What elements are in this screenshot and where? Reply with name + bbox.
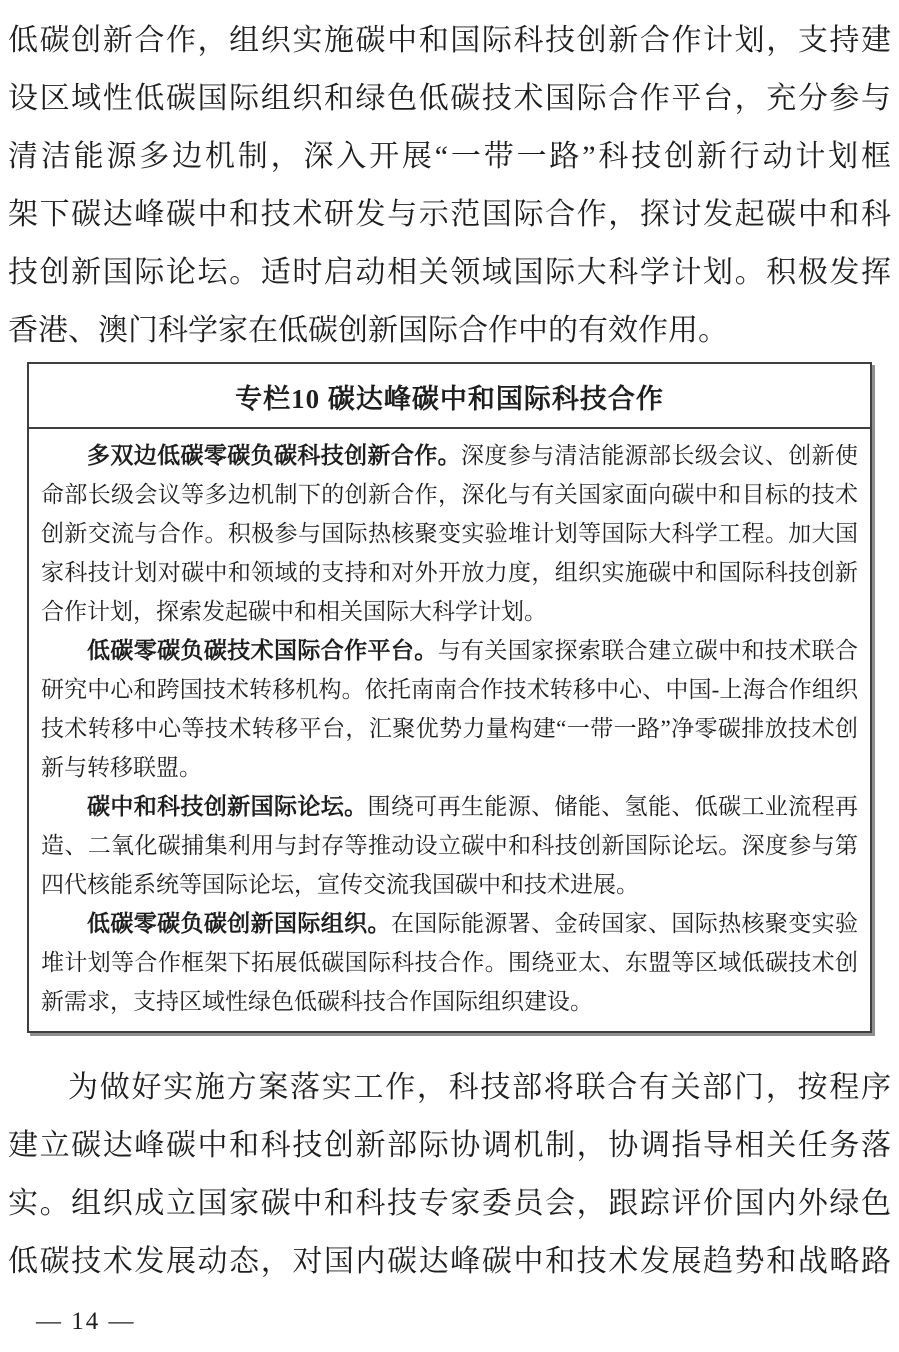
box-paragraph: 低碳零碳负碳技术国际合作平台。与有关国家探索联合建立碳中和技术联合研究中心和跨国技术转移机构。依托南南合作技术转移中心、中国-上海合作组织技术转移中心等技术转移平台，汇聚优势力量构建“一带一路”净零碳排放技术创新与转移联盟。 bbox=[41, 638, 858, 780]
text-line: 清洁能源多边机制，深入开展“一带一路”科技创新行动计划框 bbox=[8, 140, 891, 173]
column-box bbox=[27, 362, 872, 1033]
text-line: 香港、澳门科学家在低碳创新国际合作中的有效作用。 bbox=[8, 314, 728, 347]
box-paragraph: 低碳零碳负碳创新国际组织。在国际能源署、金砖国家、国际热核聚变实验堆计划等合作框架下拓展低碳国际科技合作。围绕亚太、东盟等区域低碳技术创新需求，支持区域性绿色低碳科技合作国际组织建设。 bbox=[41, 911, 858, 1014]
box-paragraph: 碳中和科技创新国际论坛。围绕可再生能源、储能、氢能、低碳工业流程再造、二氧化碳捕集利用与封存等推动设立碳中和科技创新国际论坛。深度参与第四代核能系统等国际论坛，宣传交流我国碳中和技术进展。 bbox=[41, 794, 858, 897]
text-line: 实。组织成立国家碳中和科技专家委员会，跟踪评价国内外绿色 bbox=[8, 1187, 891, 1220]
page-number: — 14 — bbox=[36, 1308, 136, 1335]
box-title: 专栏10 碳达峰碳中和国际科技合作 bbox=[29, 364, 870, 429]
text-line: 架下碳达峰碳中和技术研发与示范国际合作，探讨发起碳中和科 bbox=[8, 198, 891, 231]
box-paragraph-lead: 低碳零碳负碳创新国际组织。 bbox=[87, 911, 391, 936]
box-paragraph: 多双边低碳零碳负碳科技创新合作。深度参与清洁能源部长级会议、创新使命部长级会议等多边机制下的创新合作，深化与有关国家面向碳中和目标的技术创新交流与合作。积极参与国际热核聚变实验堆计划等国际大科学工程。加大国家科技计划对碳中和领域的支持和对外开放力度，组织实施碳中和国际科技创新合作计划，探索发起碳中和相关国际大科学计划。 bbox=[41, 443, 858, 624]
box-paragraph-lead: 低碳零碳负碳技术国际合作平台。 bbox=[87, 638, 438, 663]
text-line: 建立碳达峰碳中和科技创新部际协调机制，协调指导相关任务落 bbox=[8, 1129, 891, 1162]
text-line: 低碳创新合作，组织实施碳中和国际科技创新合作计划，支持建 bbox=[8, 24, 891, 57]
text-line: 设区域性低碳国际组织和绿色低碳技术国际合作平台，充分参与 bbox=[8, 82, 891, 115]
bottom-paragraph bbox=[0, 1059, 899, 1291]
box-content bbox=[29, 429, 870, 1031]
top-paragraph bbox=[0, 0, 899, 360]
text-line: 低碳技术发展动态，对国内碳达峰碳中和技术发展趋势和战略路 bbox=[8, 1245, 891, 1278]
text-line: 为做好实施方案落实工作，科技部将联合有关部门，按程序 bbox=[68, 1071, 891, 1104]
text-line: 技创新国际论坛。适时启动相关领域国际大科学计划。积极发挥 bbox=[8, 256, 891, 289]
box-paragraph-lead: 碳中和科技创新国际论坛。 bbox=[87, 794, 368, 819]
box-paragraph-lead: 多双边低碳零碳负碳科技创新合作。 bbox=[87, 443, 461, 468]
